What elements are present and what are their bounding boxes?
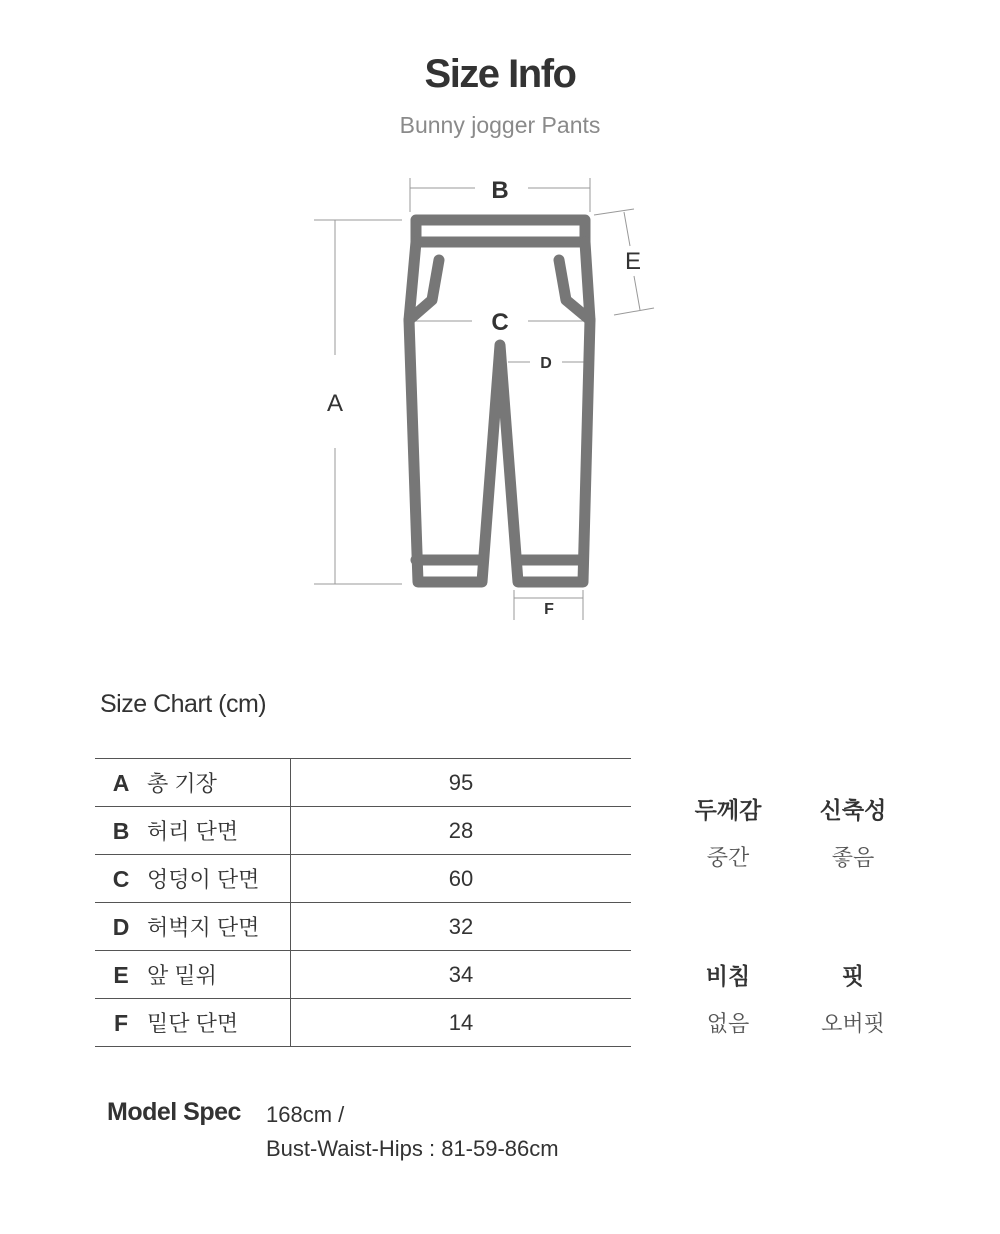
measure-label-f: F bbox=[544, 601, 554, 618]
row-name: 허벅지 단면 bbox=[147, 915, 260, 940]
row-name: 앞 밑위 bbox=[147, 963, 217, 988]
measure-e-tick-top bbox=[594, 209, 634, 215]
table-row bbox=[95, 903, 631, 951]
measure-label-a: A bbox=[326, 390, 344, 417]
row-value: 60 bbox=[291, 855, 632, 903]
measure-label-c: C bbox=[491, 309, 509, 336]
measure-label-d: D bbox=[540, 355, 552, 372]
measure-label-b: B bbox=[491, 177, 509, 204]
pants-size-diagram bbox=[300, 170, 680, 630]
model-height: 168cm / bbox=[266, 1102, 345, 1127]
row-value: 28 bbox=[291, 807, 632, 855]
attribute-thickness bbox=[658, 792, 798, 872]
attribute-value: 없음 bbox=[706, 1011, 750, 1036]
attribute-value: 중간 bbox=[706, 845, 750, 870]
row-name: 엉덩이 단면 bbox=[147, 867, 260, 892]
model-measurements: Bust-Waist-Hips : 81-59-86cm bbox=[266, 1136, 559, 1161]
table-row bbox=[95, 807, 631, 855]
table-row bbox=[95, 951, 631, 999]
attribute-fit bbox=[783, 958, 923, 1038]
table-row bbox=[95, 999, 631, 1047]
table-row bbox=[95, 855, 631, 903]
row-value: 34 bbox=[291, 951, 632, 999]
row-name: 허리 단면 bbox=[147, 819, 239, 844]
product-name: Bunny jogger Pants bbox=[399, 112, 601, 138]
waistband bbox=[416, 220, 585, 242]
pants-outline bbox=[409, 220, 590, 582]
row-key: A bbox=[112, 770, 130, 796]
row-key: F bbox=[113, 1010, 129, 1036]
row-key: B bbox=[112, 818, 130, 844]
page-title: Size Info bbox=[424, 52, 576, 96]
row-value: 32 bbox=[291, 903, 632, 951]
attribute-label: 핏 bbox=[841, 963, 865, 989]
row-key: D bbox=[112, 914, 130, 940]
row-value: 14 bbox=[291, 999, 632, 1047]
row-name: 밑단 단면 bbox=[147, 1011, 239, 1036]
table-row bbox=[95, 759, 631, 807]
attribute-label: 두께감 bbox=[694, 797, 762, 823]
row-value: 95 bbox=[291, 759, 632, 807]
attribute-value: 좋음 bbox=[831, 845, 875, 870]
attribute-label: 신축성 bbox=[819, 797, 887, 823]
measure-label-e: E bbox=[624, 248, 642, 275]
row-key: C bbox=[112, 866, 130, 892]
measure-e-tick-bottom bbox=[614, 308, 654, 315]
attribute-label: 비침 bbox=[705, 963, 751, 989]
measure-e-line-bottom bbox=[634, 276, 640, 310]
row-key: E bbox=[113, 962, 129, 988]
attribute-stretch bbox=[783, 792, 923, 872]
size-chart-table bbox=[95, 758, 631, 1047]
size-chart-heading: Size Chart (cm) bbox=[100, 690, 267, 718]
attribute-sheerness bbox=[658, 958, 798, 1038]
model-spec-label: Model Spec bbox=[107, 1098, 241, 1126]
row-name: 총 기장 bbox=[147, 771, 217, 796]
attribute-value: 오버핏 bbox=[821, 1011, 885, 1036]
measure-e-line-top bbox=[624, 212, 630, 246]
